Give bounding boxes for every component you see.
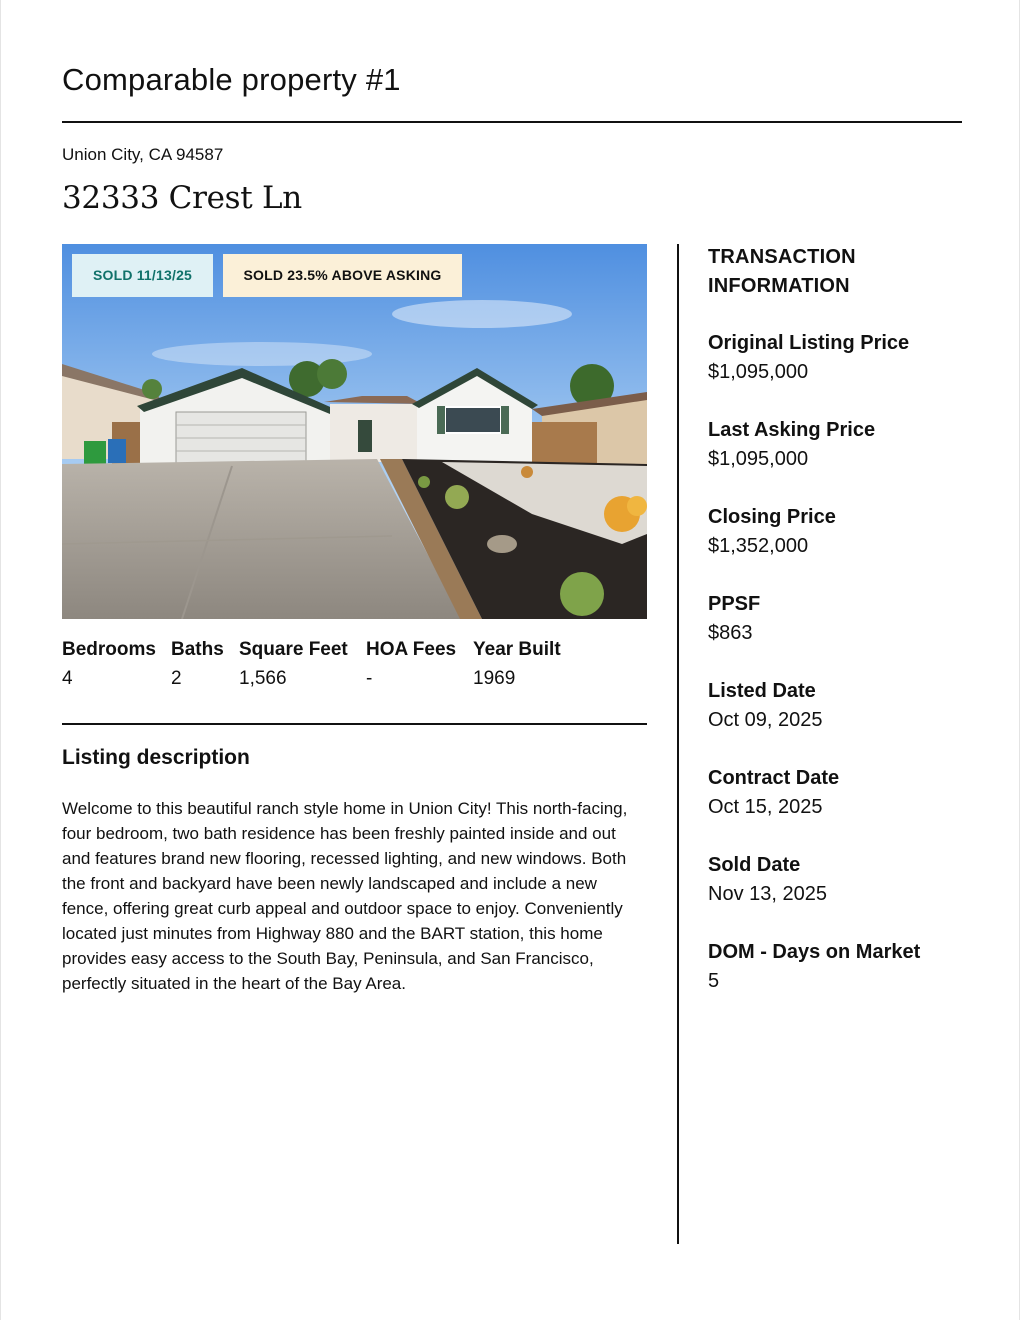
- tx-label: Contract Date: [708, 767, 840, 789]
- transaction-panel: [708, 243, 998, 1025]
- stat-year-built: [473, 639, 561, 690]
- tx-label: Closing Price: [708, 506, 836, 528]
- tx-label: Listed Date: [708, 680, 816, 702]
- stat-label: Baths: [171, 639, 224, 660]
- tx-label: Sold Date: [708, 854, 801, 876]
- stat-value: -: [366, 668, 373, 689]
- property-city: Union City, CA 94587: [62, 145, 224, 164]
- column-divider: [677, 244, 679, 1244]
- tx-value: Oct 09, 2025: [708, 709, 823, 731]
- transaction-heading: [708, 243, 998, 301]
- tx-last-asking-price: [708, 416, 998, 503]
- stats-divider: [62, 723, 647, 725]
- stat-label: Year Built: [473, 639, 561, 660]
- tx-value: $1,352,000: [708, 535, 809, 557]
- stat-label: Square Feet: [239, 639, 348, 660]
- tx-value: $1,095,000: [708, 448, 809, 470]
- stat-hoa-fees: [366, 639, 456, 690]
- tx-original-listing-price: [708, 329, 998, 416]
- property-photo: [62, 244, 647, 619]
- stat-bedrooms: [62, 639, 156, 690]
- tx-label: PPSF: [708, 593, 761, 615]
- tx-closing-price: [708, 503, 998, 590]
- sold-date-badge: SOLD 11/13/25: [72, 254, 213, 297]
- transaction-list: [708, 329, 998, 1025]
- stat-label: HOA Fees: [366, 639, 457, 660]
- tx-value: $863: [708, 622, 753, 644]
- stat-square-feet: [239, 639, 348, 690]
- stat-label: Bedrooms: [62, 639, 156, 660]
- property-address: 32333 Crest Ln: [62, 180, 302, 216]
- stat-value: 1969: [473, 668, 516, 689]
- description-heading: Listing description: [62, 746, 250, 769]
- tx-label: Original Listing Price: [708, 332, 910, 354]
- description-text: Welcome to this beautiful ranch style home in Union City! This north-facing, four bedroom, two bath residence has been freshly painted inside and out and features brand new flooring, recessed lighting, and new windows. Both the front and backyard have been newly landscaped and include a new fence, offering great curb appeal and outdoor space to enjoy. Conveniently located just minutes from Highway 880 and the BART station, this home provides easy access to the South Bay, Peninsula, and San Francisco, perfectly situated in the heart of the Bay Area.: [62, 799, 628, 993]
- tx-value: Nov 13, 2025: [708, 883, 827, 905]
- tx-label: DOM - Days on Market: [708, 941, 921, 963]
- tx-contract-date: [708, 764, 998, 851]
- above-asking-badge: SOLD 23.5% ABOVE ASKING: [223, 254, 462, 297]
- title-divider: [62, 121, 962, 123]
- stat-baths: [171, 639, 224, 690]
- tx-label: Last Asking Price: [708, 419, 876, 441]
- tx-value: $1,095,000: [708, 361, 809, 383]
- transaction-heading-line2: INFORMATION: [708, 275, 850, 297]
- stat-value: 2: [171, 668, 182, 689]
- tx-value: 5: [708, 970, 720, 992]
- tx-days-on-market: [708, 938, 998, 1025]
- tx-sold-date: [708, 851, 998, 938]
- tx-ppsf: [708, 590, 998, 677]
- tx-value: Oct 15, 2025: [708, 796, 823, 818]
- page-title: Comparable property #1: [62, 62, 401, 97]
- stat-value: 4: [62, 668, 73, 689]
- transaction-heading-line1: TRANSACTION: [708, 246, 856, 268]
- stat-value: 1,566: [239, 668, 287, 689]
- tx-listed-date: [708, 677, 998, 764]
